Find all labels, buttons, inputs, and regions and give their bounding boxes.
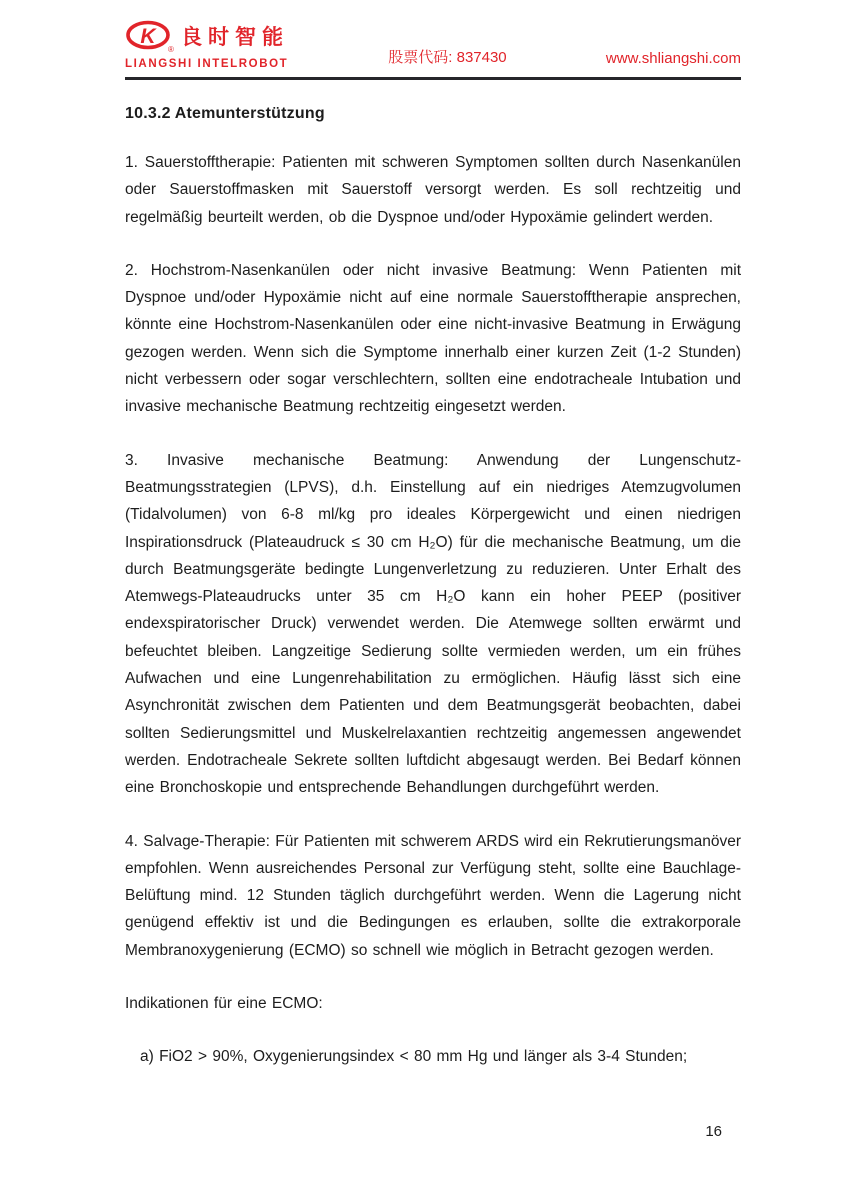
brand-name-chinese: 良时智能 — [181, 25, 289, 49]
brand-name-english: LIANGSHI INTELROBOT — [125, 58, 289, 70]
paragraph-invasive-ventilation: 3. Invasive mechanische Beatmung: Anwendung der Lungenschutz-Beatmungsstrategien (LPVS), d.h. Einstellung auf ein niedriges Atemzugvolumen (Tidalvolumen) von 6-8 ml/kg pro ideales Körpergewicht und einen niedrigen Inspirationsdruck (Plateaudruck ≤ 30 cm H₂O) für die mechanische Beatmung, um die durch Beatmungsgeräte bedingte Lungenverletzung zu reduzieren. Unter Erhalt des Atemwegs-Plateaudrucks unter 35 cm H₂O kann ein hoher PEEP (positiver endexspiratorischer Druck) verwendet werden. Die Atemwege sollten erwärmt und befeuchtet bleiben. Langzeitige Sedierung sollte vermieden werden, um ein frühes Aufwachen und eine Lungenrehabilitation zu ermöglichen. Häufig lässt sich eine Asynchronität zwischen dem Patienten und dem Beatmungsgerät beobachten, dabei sollten Sedierungsmittel und Muskelrelaxantien rechtzeitig angemessen angewendet werden. Endotracheale Sekrete sollten luftdicht abgesaugt werden. Bei Bedarf können eine Bronchoskopie und entsprechende Behandlungen durchgeführt werden. — [125, 451, 741, 797]
paragraph-high-flow-ventilation: 2. Hochstrom-Nasenkanülen oder nicht invasive Beatmung: Wenn Patienten mit Dyspnoe und/oder Hypoxämie nicht auf eine normale Sauerstofftherapie ansprechen, könnte eine Hochstrom-Nasenkanülen oder eine nicht-invasive Beatmung in Erwägung gezogen werden. Wenn sich die Symptome innerhalb einer kurzen Zeit (1-2 Stunden) nicht verbessern oder sogar verschlechtern, sollten eine endotracheale Intubation und invasive mechanische Beatmung rechtzeitig eingesetzt werden. — [125, 261, 741, 416]
page-header — [125, 0, 741, 80]
ecmo-indication-item-a: a) FiO2 > 90%, Oxygenierungsindex < 80 mm Hg und länger als 3-4 Stunden; — [140, 1048, 688, 1066]
paragraph-oxygen-therapy: 1. Sauerstofftherapie: Patienten mit schweren Symptomen sollten durch Nasenkanülen oder Sauerstoffmasken mit Sauerstoff versorgt werden. Es soll rechtzeitig und regelmäßig beurteilt werden, ob die Dyspnoe und/oder Hypoxämie gelindert werden. — [125, 154, 741, 226]
stock-code-label: 股票代码: 837430 — [388, 49, 507, 66]
section-title: 10.3.2 Atemunterstützung — [125, 105, 325, 122]
document-body — [125, 71, 741, 1071]
paragraph-salvage-therapy: 4. Salvage-Therapie: Für Patienten mit schwerem ARDS wird ein Rekrutierungsmanöver empfohlen. Wenn ausreichendes Personal zur Verfügung steht, sollte eine Bauchlage-Belüftung mind. 12 Stunden täglich durchgeführt werden. Wenn die Lagerung nicht genügend effektiv ist und die Bedingungen es erlauben, sollte die extrakorporale Membranoxygenierung (ECMO) so schnell wie möglich in Betracht gezogen werden. — [125, 832, 741, 959]
company-logo — [125, 20, 289, 70]
website-link[interactable]: www.shliangshi.com — [605, 50, 741, 67]
registered-trademark-icon: ® — [168, 45, 174, 54]
logo-row — [125, 20, 289, 54]
logo-k-icon — [125, 20, 177, 54]
ecmo-indications-heading: Indikationen für eine ECMO: — [125, 995, 323, 1013]
page-number: 16 — [705, 1123, 722, 1140]
logo-monogram: K — [140, 25, 156, 48]
